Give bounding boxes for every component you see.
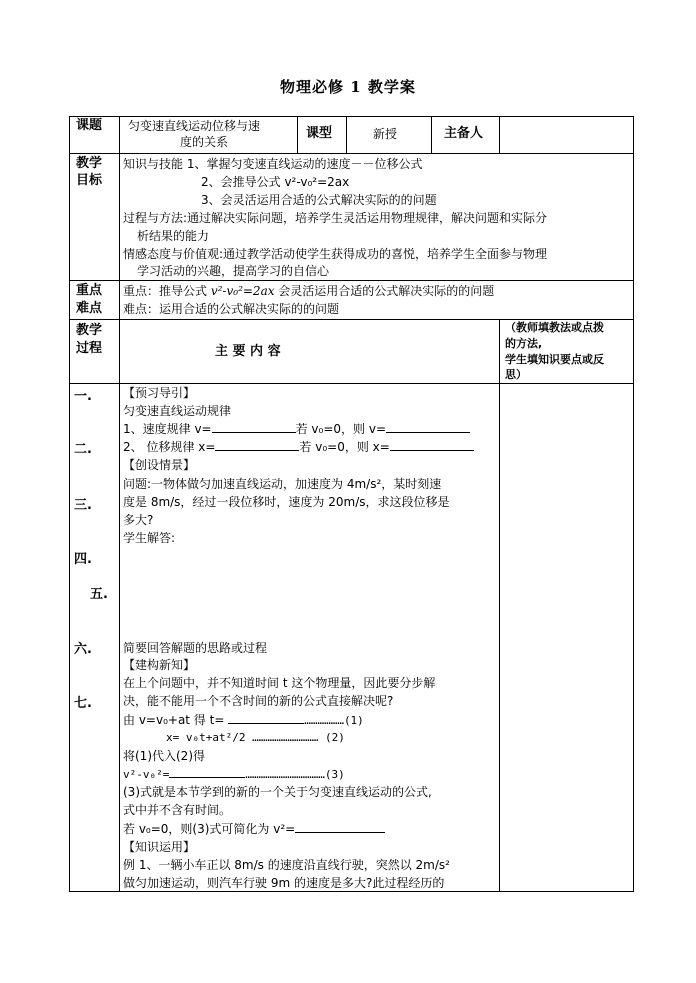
col-divider [346, 116, 347, 153]
section-number: 二. [74, 442, 92, 457]
note-header-1: （教师填教法或点拨 [505, 321, 604, 334]
preparer-label: 主备人 [444, 126, 484, 141]
col-divider [297, 116, 298, 153]
main-content-header: 主 要 内 容 [215, 344, 281, 359]
note-header-3: 学生填知识要点或反 [505, 353, 604, 366]
velocity-rule-zero-blank[interactable] [386, 420, 470, 433]
table-border-left [69, 116, 70, 892]
note-header-4: 思） [505, 368, 527, 381]
displacement-rule-zero-blank[interactable] [390, 438, 474, 451]
type-label: 课型 [306, 126, 333, 141]
section-number: 六. [74, 642, 92, 657]
process-label-1: 教学 [76, 323, 103, 338]
problem-line: 多大? [123, 513, 154, 527]
equation-1-blank[interactable] [228, 711, 304, 724]
displacement-rule-line: 2、 位移规律 x= 若 v₀=0，则 x= [123, 438, 474, 456]
col-divider [499, 319, 500, 892]
student-answer-label: 学生解答: [123, 531, 176, 545]
velocity-rule-blank[interactable] [212, 420, 296, 433]
goals-label-2: 目标 [76, 173, 103, 188]
velocity-rule-line: 1、速度规律 v= 若 v₀=0，则 v= [123, 420, 470, 438]
note-header-2: 的方法, [505, 337, 543, 350]
example-line: 做匀加速运动，则汽车行驶 9m 的速度是多大?此过程经历的 [123, 876, 445, 890]
problem-line: 问题:一物体做匀加速直线运动，加速度为 4m/s²，某时刻速 [123, 477, 442, 491]
process-label-2: 过程 [76, 341, 103, 356]
goal-process-cont: 析结果的能力 [137, 229, 210, 243]
document-title: 物理必修 1 教学案 [280, 78, 416, 96]
course-title-line1: 匀变速直线运动位移与速 [128, 119, 261, 133]
section-build-heading: 【建构新知】 [123, 658, 196, 672]
course-title-line2: 度的关系 [180, 135, 229, 149]
col-divider [119, 116, 120, 892]
keypoints-label-2: 难点 [76, 301, 103, 316]
brief-answer-label: 简要回答解题的思路或过程 [123, 641, 268, 655]
goal-attitude-cont: 学习活动的兴趣，提高学习的自信心 [137, 264, 330, 278]
equation-2: x= v₀t+at²/2 ………………………… (2) [166, 731, 345, 744]
goal-apply: 3、会灵活运用合适的公式解决实际的的问题 [201, 193, 437, 207]
equation-3-blank[interactable] [169, 765, 245, 778]
motion-rules-label: 匀变速直线运动规律 [123, 404, 232, 418]
formula-note-line: (3)式就是本节学到的新的一个关于匀变速直线运动的公式, [123, 785, 432, 799]
section-number: 三. [74, 498, 92, 513]
row-divider [69, 280, 634, 281]
course-label: 课题 [76, 118, 103, 133]
key-point: 重点：推导公式 v²-v₀²=2ax 会灵活运用合适的公式解决实际的的问题 [123, 284, 495, 298]
section-number: 五. [90, 587, 108, 602]
difficult-point: 难点：运用合适的公式解决实际的的问题 [123, 302, 340, 316]
section-number: 一. [74, 389, 92, 404]
goal-knowledge: 知识与技能 1、掌握匀变速直线运动的速度－－位移公式 [123, 157, 423, 171]
build-text-line: 决，能不能用一个不含时间的新的公式直接解决呢? [123, 694, 394, 708]
section-preview-heading: 【预习导引】 [123, 386, 196, 400]
goal-process: 过程与方法:通过解决实际问题，培养学生灵活运用物理规律，解决问题和实际分 [123, 211, 548, 225]
substitution-text: 将(1)代入(2)得 [123, 749, 205, 763]
problem-line: 度是 8m/s，经过一段位移时，速度为 20m/s，求这段位移是 [123, 495, 450, 509]
simplify-line: 若 v₀=0，则(3)式可简化为 v²= [123, 820, 385, 838]
section-apply-heading: 【知识运用】 [123, 840, 196, 854]
example-line: 例 1、一辆小车正以 8m/s 的速度沿直线行驶，突然以 2m/s² [123, 858, 450, 872]
equation-1: 由 v=v₀+at 得 t= ………………(1) [123, 713, 364, 727]
goals-label-1: 教学 [76, 156, 103, 171]
displacement-rule-blank[interactable] [215, 438, 299, 451]
section-number: 四. [74, 552, 92, 567]
row-divider [69, 153, 634, 154]
simplify-blank[interactable] [295, 820, 385, 833]
goal-attitude: 情感态度与价值观:通过教学活动使学生获得成功的喜悦，培养学生全面参与物理 [123, 247, 548, 261]
keypoints-label-1: 重点 [76, 283, 103, 298]
section-scene-heading: 【创设情景】 [123, 458, 196, 472]
build-text-line: 在上个问题中，并不知道时间 t 这个物理量，因此要分步解 [123, 676, 436, 690]
col-divider [431, 116, 432, 153]
type-value: 新授 [373, 127, 398, 141]
section-number: 七. [74, 696, 92, 711]
equation-3: v²-v₀²= ………………………………(3) [123, 765, 345, 784]
table-border-right [633, 116, 634, 892]
col-divider [499, 116, 500, 153]
formula-note-line: 式中并不含有时间。 [123, 803, 232, 817]
goal-derive-formula: 2、会推导公式 v²-v₀²=2ax [201, 175, 350, 189]
